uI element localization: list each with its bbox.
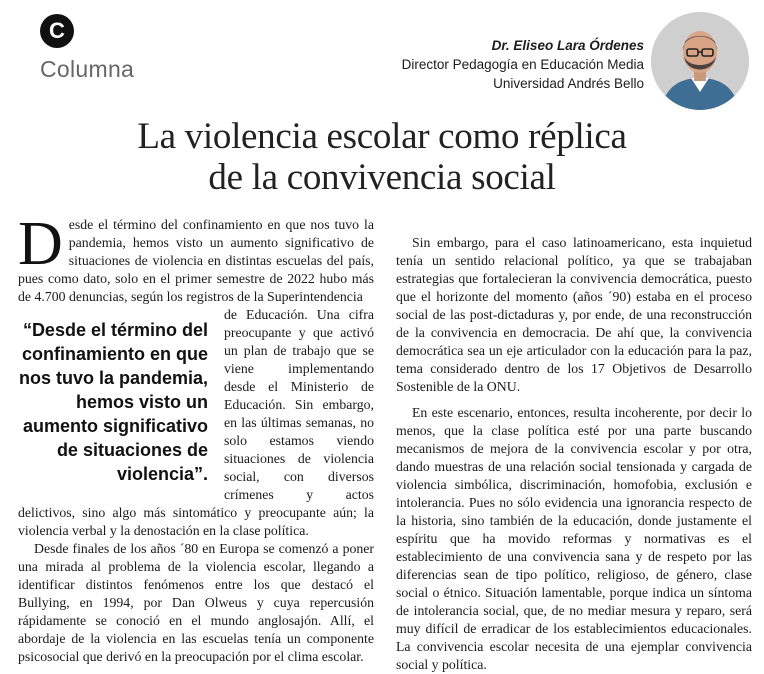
author-institution: Universidad Andrés Bello — [493, 76, 644, 91]
article-paragraph-2: Desde finales de los años ´80 en Europa se comenzó a poner una mirada al problema de la violencia escolar, llegando a identificar distintos fenómenos entre los que destacó el Bullying, en 1994, por Dan Olweus y cuya repercusión rápidamente se conoció en el mundo anglosajón. Allí, el abordaje de la violencia en las escuelas tenía un componente psicosocial que derivó en la preocupación por el clima escolar. — [18, 541, 374, 664]
author-photo — [651, 12, 749, 110]
article-column-left — [18, 210, 374, 666]
article-paragraph-3: Sin embargo, para el caso latinoamericano, esta inquietud tenía un sentido relacional político, ya que se trabajaban estrategias que fortalecieran la convivencia democrática, puesto que el horizonte del momento (años ´90) estaba en el proceso social de las post-dictaduras y, por ende, de una reconstrucción de la convivencia en democracia. De ahí que, la convivencia democrática sea un eje articulador con la educación para la paz, tema considerado dentro de los 17 Objetivos de Desarrollo Sostenible de la ONU. — [396, 235, 752, 394]
section-label: Columna — [40, 56, 135, 82]
paragraph-1-start: esde el término del confinamiento en que nos tuvo la pandemia, hemos visto un aumento significativo de situaciones de violencia en distintas escuelas del país, pues como dato, solo en el primer semestre de 2022 hubo más de 4.700 denuncias, según los registros de la Superintendencia — [18, 217, 374, 304]
author-block — [402, 36, 644, 93]
headline — [40, 116, 724, 198]
article-paragraph-4: En este escenario, entonces, resulta incoherente, por decir lo menos, que la clase política esté por una parte buscando mecanismos de mejora de la convivencia escolar y por otra, dando muestras de una relación social tensionada y cargada de violencia simbólica, discriminación, homofobia, exclusión e intolerancia. Pues no sólo evidencia una ignorancia respecto de la historia, sino también de la educación, donde justamente el espíritu que ha movido reformas y normativas es el establecimiento de una convivencia sana y de respeto por las diferencias sean de tipo político, religioso, de género, clase social o étnico. Situación lamentable, porque indica un síntoma de intolerancia social, que, de no mediar mesura y reparo, será muy difícil de erradicar de los establecimientos educacionales. La convivencia escolar necesita de una ejemplar convivencia social y política. — [396, 405, 752, 672]
headline-line-1: La violencia escolar como réplica — [137, 116, 627, 157]
article-paragraph-1 — [18, 210, 374, 306]
author-portrait-icon — [651, 12, 749, 110]
pull-quote: “Desde el término del confinamiento en que nos tuvo la pandemia, hemos visto un aumento significativo de situaciones de violencia”. — [18, 320, 208, 484]
author-role: Director Pedagogía en Educación Media — [401, 57, 644, 72]
author-name: Dr. Eliseo Lara Órdenes — [491, 38, 644, 53]
headline-line-2: de la convivencia social — [208, 157, 556, 198]
drop-cap: D — [18, 210, 63, 278]
article-paragraph-1-continued: de Educación. Una cifra preocupante y que activó un plan de trabajo que se viene implementando desde el Ministerio de Educación. Sin embargo, en las últimas semanas, no solo estamos viendo situaciones de violencia social, con diversos crímenes y actos delictivos, sino algo más sintomático y preocupante aún; la violencia verbal y la denostación en la clase política. — [18, 307, 374, 538]
article-column-right — [396, 216, 752, 674]
column-badge: C — [40, 14, 74, 48]
